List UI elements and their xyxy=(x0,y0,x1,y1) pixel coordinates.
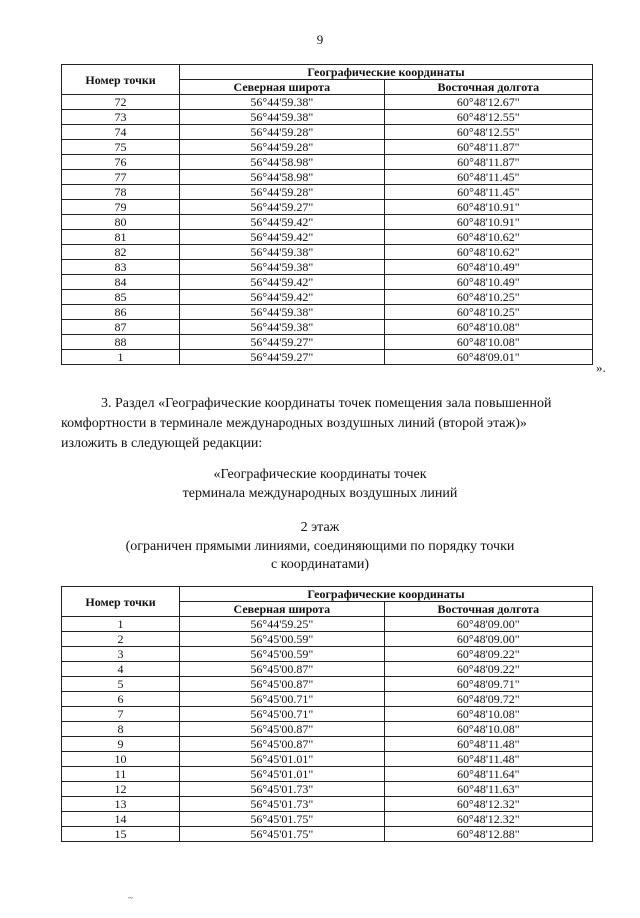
point-number-cell: 8 xyxy=(62,722,180,737)
latitude-cell: 56°44'59.42" xyxy=(180,215,384,230)
table-row xyxy=(62,245,593,260)
latitude-cell: 56°44'59.38" xyxy=(180,320,384,335)
paragraph-line-1: 3. Раздел «Географические координаты точек помещения зала повышенной xyxy=(101,396,552,411)
longitude-cell: 60°48'12.55" xyxy=(384,125,592,140)
longitude-cell: 60°48'09.72" xyxy=(384,692,592,707)
latitude-cell: 56°44'59.25" xyxy=(180,617,384,632)
table-row xyxy=(62,647,593,662)
latitude-cell: 56°44'59.27" xyxy=(180,200,384,215)
latitude-cell: 56°44'59.42" xyxy=(180,290,384,305)
point-number-cell: 14 xyxy=(62,812,180,827)
point-number-cell: 1 xyxy=(62,617,180,632)
table-row xyxy=(62,737,593,752)
longitude-cell: 60°48'12.32" xyxy=(384,812,592,827)
point-number-cell: 79 xyxy=(62,200,180,215)
table-row xyxy=(62,662,593,677)
point-number-cell: 9 xyxy=(62,737,180,752)
point-number-cell: 10 xyxy=(62,752,180,767)
latitude-cell: 56°45'00.87" xyxy=(180,737,384,752)
point-number-cell: 6 xyxy=(62,692,180,707)
point-number-cell: 84 xyxy=(62,275,180,290)
point-number-cell: 2 xyxy=(62,632,180,647)
latitude-cell: 56°44'59.42" xyxy=(180,275,384,290)
longitude-cell: 60°48'10.08" xyxy=(384,335,592,350)
latitude-cell: 56°44'59.27" xyxy=(180,350,384,365)
header-point-number: Номер точки xyxy=(62,65,180,95)
table-row xyxy=(62,692,593,707)
point-number-cell: 11 xyxy=(62,767,180,782)
longitude-cell: 60°48'11.87" xyxy=(384,140,592,155)
table1-closing-quote: ». xyxy=(596,360,606,375)
latitude-cell: 56°44'59.42" xyxy=(180,230,384,245)
longitude-cell: 60°48'10.49" xyxy=(384,275,592,290)
point-number-cell: 1 xyxy=(62,350,180,365)
header-longitude: Восточная долгота xyxy=(384,602,592,617)
point-number-cell: 86 xyxy=(62,305,180,320)
point-number-cell: 7 xyxy=(62,707,180,722)
latitude-cell: 56°45'01.01" xyxy=(180,752,384,767)
point-number-cell: 77 xyxy=(62,170,180,185)
longitude-cell: 60°48'12.88" xyxy=(384,827,592,842)
longitude-cell: 60°48'09.22" xyxy=(384,662,592,677)
longitude-cell: 60°48'10.62" xyxy=(384,245,592,260)
header-longitude: Восточная долгота xyxy=(384,80,592,95)
point-number-cell: 75 xyxy=(62,140,180,155)
point-number-cell: 5 xyxy=(62,677,180,692)
latitude-cell: 56°45'00.59" xyxy=(180,647,384,662)
longitude-cell: 60°48'12.32" xyxy=(384,797,592,812)
header-latitude: Северная широта xyxy=(180,602,384,617)
table-row xyxy=(62,632,593,647)
point-number-cell: 76 xyxy=(62,155,180,170)
latitude-cell: 56°45'00.71" xyxy=(180,707,384,722)
point-number-cell: 4 xyxy=(62,662,180,677)
point-number-cell: 74 xyxy=(62,125,180,140)
table-row xyxy=(62,305,593,320)
footer-mark: ~ xyxy=(128,893,133,903)
longitude-cell: 60°48'10.08" xyxy=(384,722,592,737)
point-number-cell: 80 xyxy=(62,215,180,230)
section-title-line-1: «Географические координаты точек xyxy=(213,467,427,482)
table-row xyxy=(62,320,593,335)
table-row xyxy=(62,782,593,797)
latitude-cell: 56°44'59.38" xyxy=(180,110,384,125)
table-row xyxy=(62,140,593,155)
longitude-cell: 60°48'09.00" xyxy=(384,632,592,647)
longitude-cell: 60°48'10.25" xyxy=(384,305,592,320)
table-row xyxy=(62,230,593,245)
longitude-cell: 60°48'12.55" xyxy=(384,110,592,125)
latitude-cell: 56°44'59.28" xyxy=(180,185,384,200)
longitude-cell: 60°48'11.64" xyxy=(384,767,592,782)
table-row xyxy=(62,290,593,305)
table-row xyxy=(62,617,593,632)
latitude-cell: 56°44'59.27" xyxy=(180,335,384,350)
latitude-cell: 56°45'00.87" xyxy=(180,662,384,677)
longitude-cell: 60°48'11.48" xyxy=(384,752,592,767)
table-row xyxy=(62,170,593,185)
paragraph-line-2: комфортности в терминале международных воздушных линий (второй этаж)» xyxy=(61,416,527,431)
table-row xyxy=(62,722,593,737)
table-row xyxy=(62,125,593,140)
longitude-cell: 60°48'11.48" xyxy=(384,737,592,752)
latitude-cell: 56°44'58.98" xyxy=(180,155,384,170)
longitude-cell: 60°48'09.71" xyxy=(384,677,592,692)
latitude-cell: 56°45'00.87" xyxy=(180,722,384,737)
table-row xyxy=(62,707,593,722)
point-number-cell: 88 xyxy=(62,335,180,350)
point-number-cell: 81 xyxy=(62,230,180,245)
longitude-cell: 60°48'09.22" xyxy=(384,647,592,662)
table-row xyxy=(62,797,593,812)
table-row xyxy=(62,350,593,365)
latitude-cell: 56°44'59.28" xyxy=(180,140,384,155)
point-number-cell: 82 xyxy=(62,245,180,260)
latitude-cell: 56°44'59.38" xyxy=(180,260,384,275)
table-row xyxy=(62,110,593,125)
table-row xyxy=(62,335,593,350)
table-row xyxy=(62,215,593,230)
table-row xyxy=(62,260,593,275)
point-number-cell: 83 xyxy=(62,260,180,275)
header-geo-coordinates: Географические координаты xyxy=(180,587,593,602)
longitude-cell: 60°48'11.45" xyxy=(384,185,592,200)
amendment-paragraph xyxy=(61,394,593,454)
table-row xyxy=(62,827,593,842)
longitude-cell: 60°48'10.62" xyxy=(384,230,592,245)
page-number: 9 xyxy=(316,32,324,47)
longitude-cell: 60°48'12.67" xyxy=(384,95,592,110)
section-title-line-2: терминала международных воздушных линий xyxy=(182,486,458,501)
latitude-cell: 56°44'59.28" xyxy=(180,125,384,140)
point-number-cell: 15 xyxy=(62,827,180,842)
latitude-cell: 56°45'00.59" xyxy=(180,632,384,647)
latitude-cell: 56°44'58.98" xyxy=(180,170,384,185)
longitude-cell: 60°48'11.45" xyxy=(384,170,592,185)
coordinates-table-1 xyxy=(61,64,593,365)
point-number-cell: 78 xyxy=(62,185,180,200)
latitude-cell: 56°45'01.01" xyxy=(180,767,384,782)
longitude-cell: 60°48'11.87" xyxy=(384,155,592,170)
latitude-cell: 56°45'01.75" xyxy=(180,827,384,842)
longitude-cell: 60°48'10.91" xyxy=(384,215,592,230)
latitude-cell: 56°45'01.73" xyxy=(180,782,384,797)
latitude-cell: 56°45'01.73" xyxy=(180,797,384,812)
point-number-cell: 85 xyxy=(62,290,180,305)
longitude-cell: 60°48'10.25" xyxy=(384,290,592,305)
point-number-cell: 3 xyxy=(62,647,180,662)
floor-note-line-2: с координатами) xyxy=(270,557,370,572)
latitude-cell: 56°45'01.75" xyxy=(180,812,384,827)
table-row xyxy=(62,767,593,782)
point-number-cell: 13 xyxy=(62,797,180,812)
latitude-cell: 56°45'00.87" xyxy=(180,677,384,692)
paragraph-line-3: изложить в следующей редакции: xyxy=(61,436,263,451)
longitude-cell: 60°48'10.49" xyxy=(384,260,592,275)
floor-title: 2 этаж xyxy=(300,520,340,535)
latitude-cell: 56°44'59.38" xyxy=(180,95,384,110)
latitude-cell: 56°44'59.38" xyxy=(180,305,384,320)
table-row xyxy=(62,200,593,215)
floor-note-line-1: (ограничен прямыми линиями, соединяющими по порядку точки xyxy=(125,539,515,554)
table-row xyxy=(62,185,593,200)
table-row xyxy=(62,812,593,827)
longitude-cell: 60°48'09.00" xyxy=(384,617,592,632)
point-number-cell: 12 xyxy=(62,782,180,797)
longitude-cell: 60°48'09.01" xyxy=(384,350,592,365)
header-point-number: Номер точки xyxy=(62,587,180,617)
table-row xyxy=(62,677,593,692)
table-row xyxy=(62,275,593,290)
header-geo-coordinates: Географические координаты xyxy=(180,65,593,80)
table-row xyxy=(62,95,593,110)
coordinates-table-2 xyxy=(61,586,593,842)
longitude-cell: 60°48'10.91" xyxy=(384,200,592,215)
table-row xyxy=(62,752,593,767)
point-number-cell: 73 xyxy=(62,110,180,125)
latitude-cell: 56°44'59.38" xyxy=(180,245,384,260)
longitude-cell: 60°48'11.63" xyxy=(384,782,592,797)
point-number-cell: 72 xyxy=(62,95,180,110)
point-number-cell: 87 xyxy=(62,320,180,335)
latitude-cell: 56°45'00.71" xyxy=(180,692,384,707)
longitude-cell: 60°48'10.08" xyxy=(384,320,592,335)
longitude-cell: 60°48'10.08" xyxy=(384,707,592,722)
table-row xyxy=(62,155,593,170)
header-latitude: Северная широта xyxy=(180,80,384,95)
